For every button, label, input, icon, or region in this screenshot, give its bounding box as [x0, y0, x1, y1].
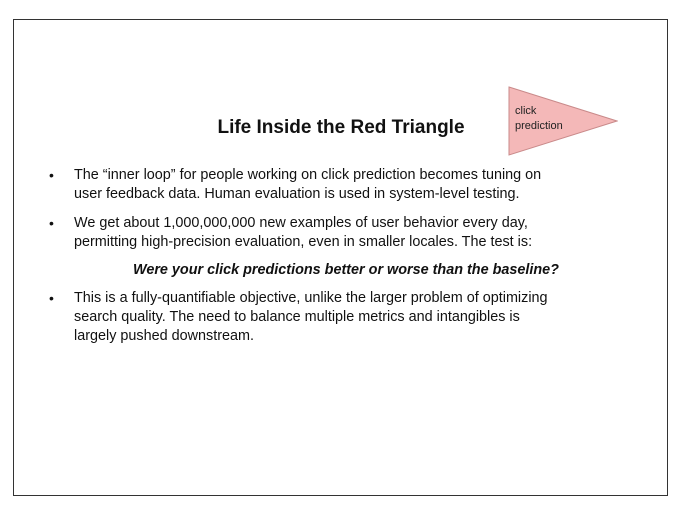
bullet-dot-icon: • [49, 167, 54, 183]
bullet-3-line-3: largely pushed downstream. [74, 328, 254, 344]
bullet-1-line-1: The “inner loop” for people working on click prediction becomes tuning on [74, 167, 542, 183]
bullet-3-line-1: This is a fully-quantifiable objective, unlike the larger problem of optimizing [74, 290, 548, 306]
bullet-1-line-2: user feedback data. Human evaluation is used in system-level testing. [74, 186, 520, 202]
bullet-3-line-2: search quality. The need to balance multiple metrics and intangibles is [74, 309, 520, 325]
callout-question-text: Were your click predictions better or worse than the baseline? [133, 262, 559, 278]
triangle-label-line1: click [515, 105, 537, 117]
slide-title-text: Life Inside the Red Triangle [217, 117, 465, 138]
bullet-2-line-1: We get about 1,000,000,000 new examples of user behavior every day, [74, 215, 528, 231]
bullet-text-1 [74, 166, 634, 204]
bullet-dot-icon: • [49, 215, 54, 231]
slide-title [0, 117, 688, 139]
triangle-label-line2: prediction [515, 120, 563, 132]
bullet-2-line-2: permitting high-precision evaluation, even in smaller locales. The test is: [74, 234, 533, 250]
bullet-text-2 [74, 214, 634, 252]
bullet-text-3 [74, 289, 634, 346]
bullet-dot-icon: • [49, 290, 54, 306]
callout-question [0, 262, 688, 278]
